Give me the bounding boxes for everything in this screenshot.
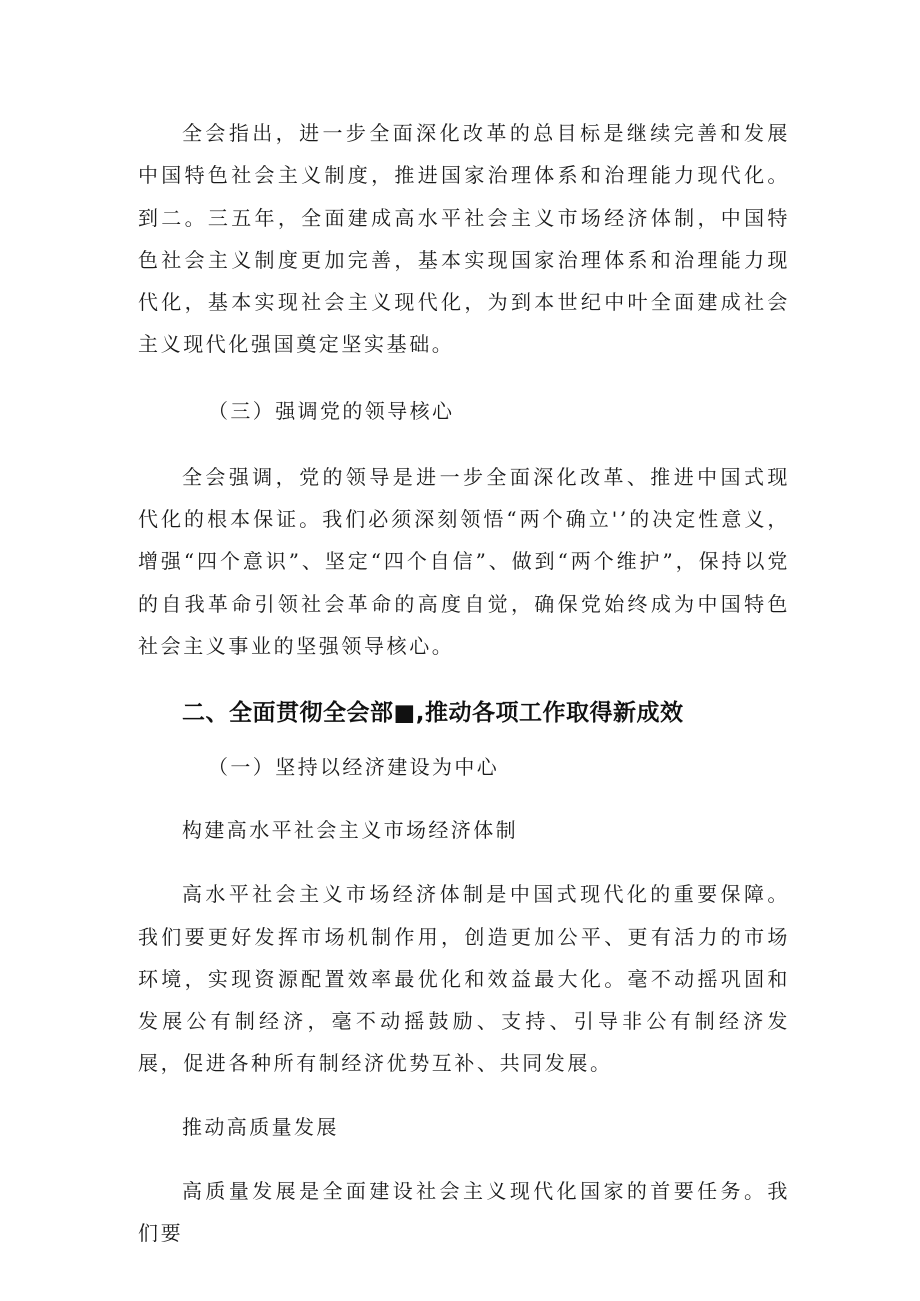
paragraph-general-goal: 全会指出，进一步全面深化改革的总目标是继续完善和发展中国特色社会主义制度，推进国家治理体系和治理能力现代化。到二。三五年，全面建成高水平社会主义市场经济体制，中国特色社会主义制度更加完善，基本实现国家治理体系和治理能力现代化，基本实现社会主义现代化，为到本世纪中叶全面建成社会主义现代化强国奠定坚实基础。 [138, 121, 790, 357]
paragraph-market-economy: 高水平社会主义市场经济体制是中国式现代化的重要保障。我们要更好发挥市场机制作用，创造更加公平、更有活力的市场环境，实现资源配置效率最优化和效益最大化。毫不动摇巩固和发展公有制经济，毫不动摇鼓励、支持、引导非公有制经济发展，促进各种所有制经济优势互补、共同发展。 [138, 882, 790, 1076]
paragraph-high-quality-development: 高质量发展是全面建设社会主义现代化国家的首要任务。我们要 [138, 1178, 790, 1246]
subheading-economic-center: （一）坚持以经济建设为中心 [208, 755, 500, 780]
topic-high-quality-development: 推动高质量发展 [182, 1114, 339, 1139]
subheading-party-leadership: （三）强调党的领导核心 [208, 398, 455, 423]
section-heading-implement: 二、全面贯彻全会部■,推动各项工作取得新成效 [182, 700, 684, 727]
topic-market-economy: 构建高水平社会主义市场经济体制 [182, 818, 518, 843]
document-page [138, 112, 790, 1254]
paragraph-party-leadership: 全会强调，党的领导是进一步全面深化改革、推进中国式现代化的根本保证。我们必须深刻领悟“两个确立'’的决定性意义，增强“四个意识”、坚定“四个自信”、做到“两个维护”，保持以党的自我革命引领社会革命的高度自觉，确保党始终成为中国特色社会主义事业的坚强领导核心。 [138, 464, 790, 658]
